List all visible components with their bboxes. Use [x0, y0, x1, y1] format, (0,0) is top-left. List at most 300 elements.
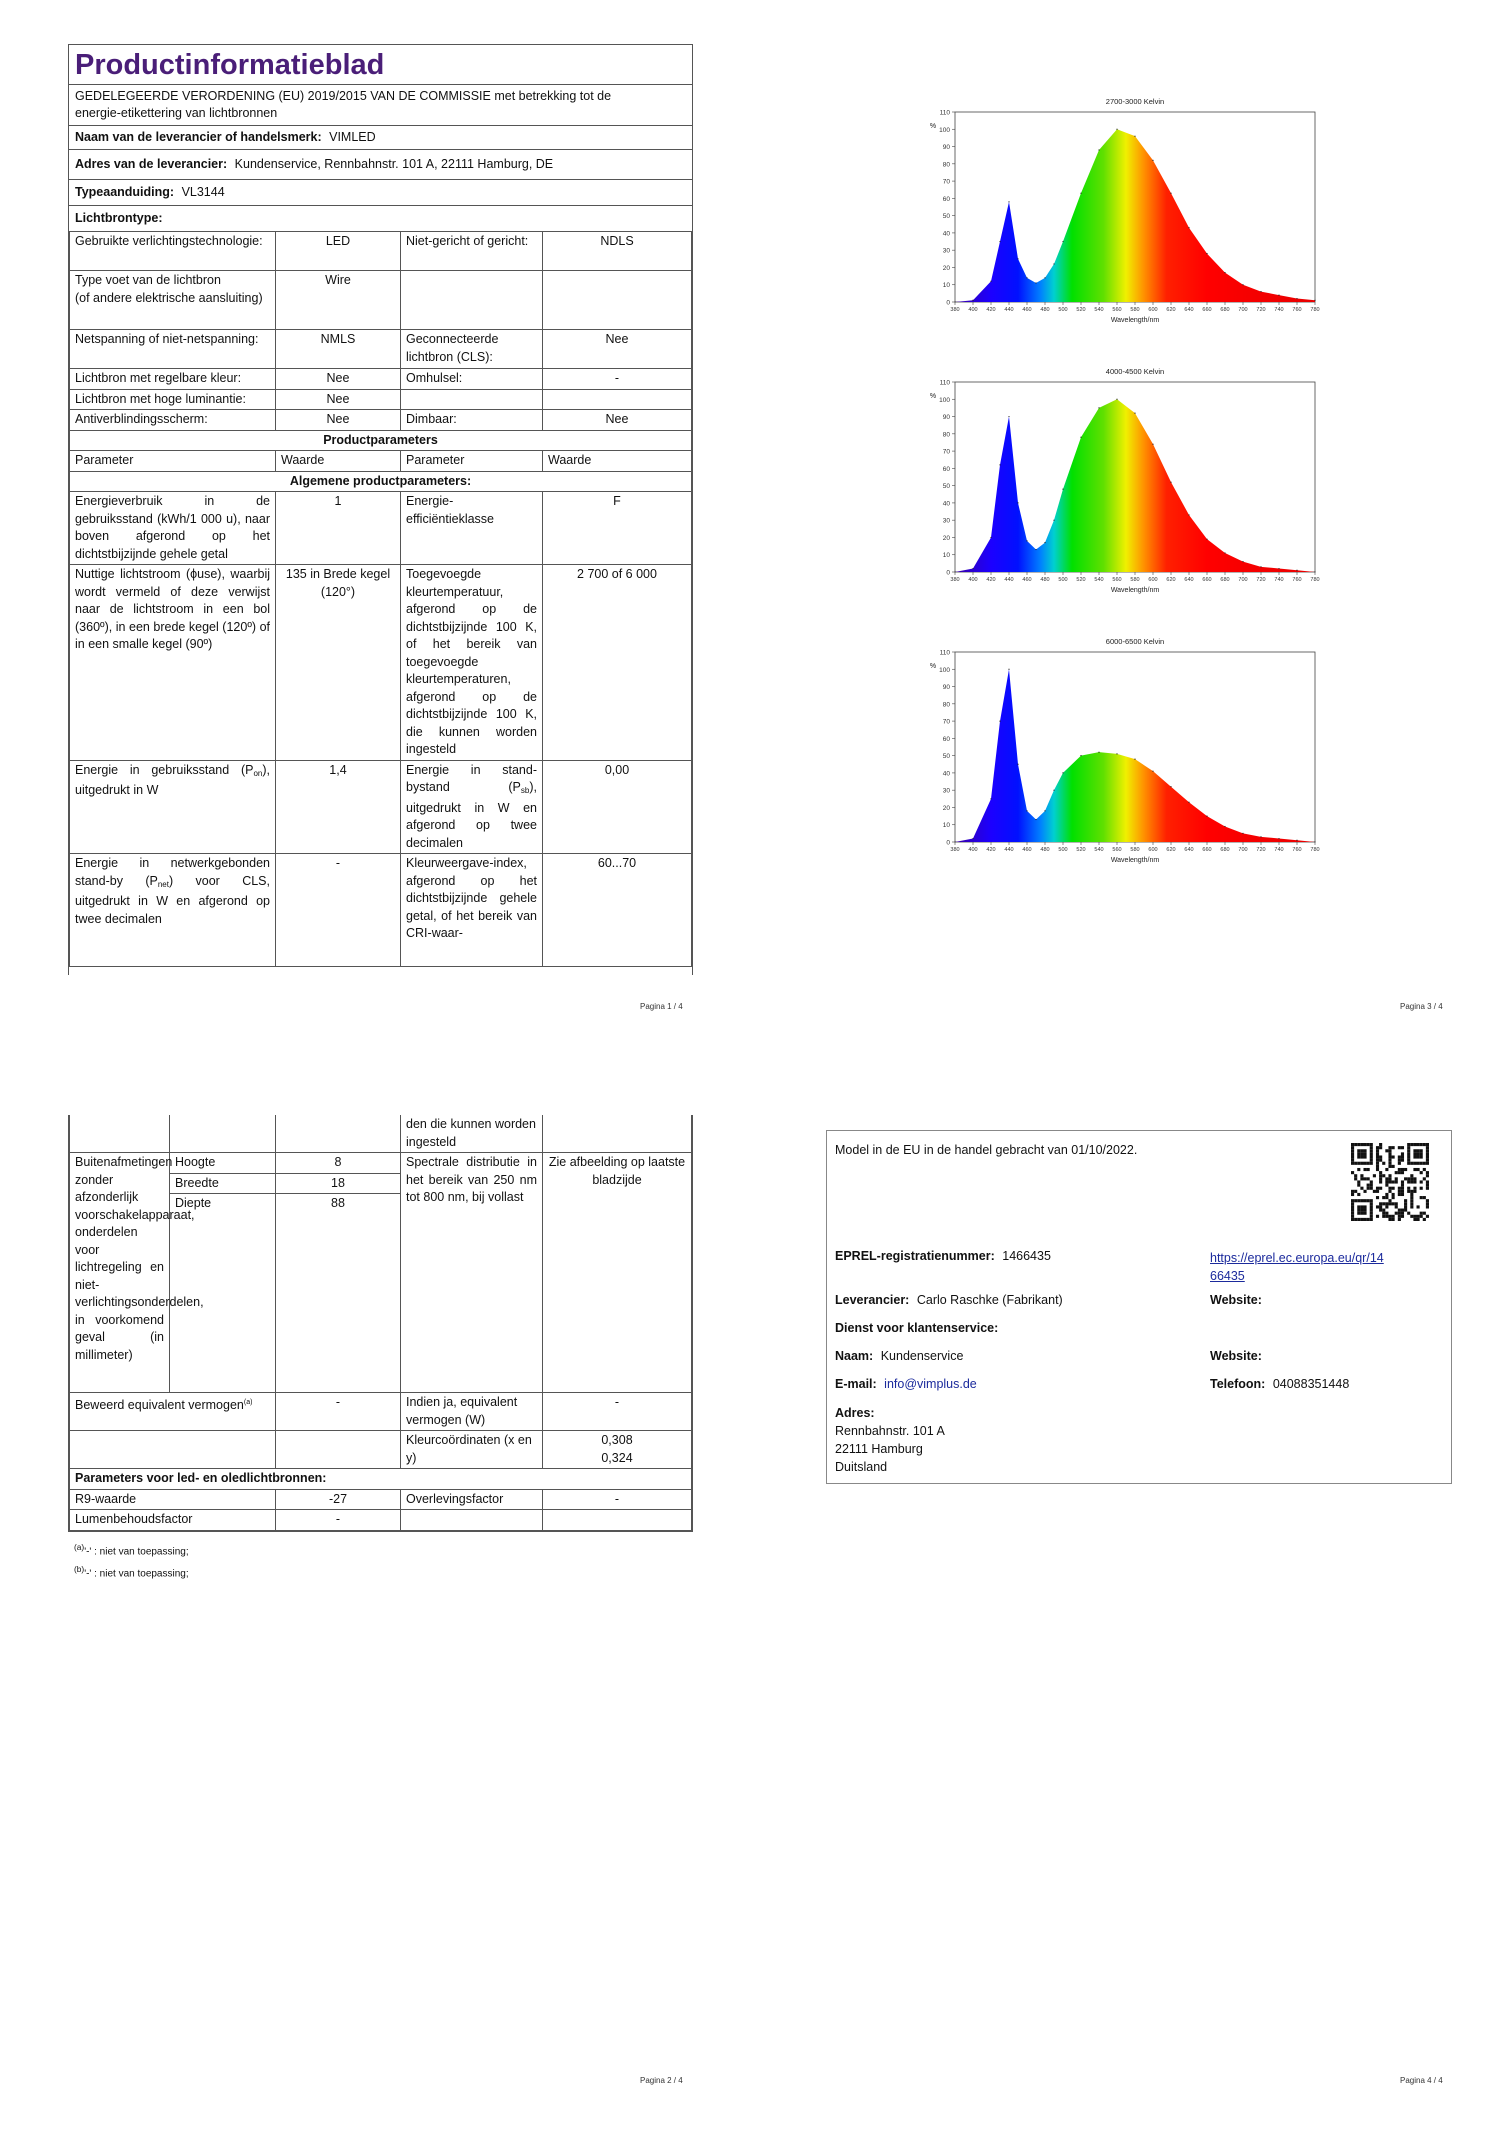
- data-point: [1098, 752, 1099, 753]
- data-point: [972, 568, 973, 569]
- address-line: Duitsland: [835, 1460, 888, 1474]
- y-tick-label: 70: [942, 178, 950, 186]
- data-point: [1260, 291, 1261, 292]
- table-cell: NDLS: [543, 232, 692, 271]
- website-label: Website:: [1210, 1293, 1262, 1307]
- footnote-marker: (b): [74, 1564, 85, 1574]
- name-row: [835, 1349, 963, 1363]
- table-row: [70, 471, 692, 492]
- data-point: [1098, 407, 1099, 408]
- table-cell: Nee: [276, 369, 401, 390]
- data-point: [1008, 201, 1009, 202]
- data-point: [1296, 840, 1297, 841]
- table-cell: F: [543, 492, 692, 565]
- spectrum-chart: [905, 362, 1345, 612]
- data-point: [1170, 193, 1171, 194]
- data-point: [1314, 300, 1315, 301]
- x-tick-label: 460: [1022, 307, 1032, 313]
- data-point: [1044, 810, 1045, 811]
- data-point: [1188, 802, 1189, 803]
- x-tick-label: 720: [1256, 307, 1266, 313]
- supplier-label: Naam van de leverancier of handelsmerk:: [75, 130, 322, 144]
- x-tick-label: 680: [1220, 577, 1230, 583]
- lightsource-type-heading: Lichtbrontype:: [69, 206, 692, 232]
- y-tick-label: 100: [939, 666, 950, 674]
- table-cell: Netspanning of niet-netspanning:: [70, 330, 276, 369]
- eprel-link-line: https://eprel.ec.europa.eu/qr/14: [1210, 1251, 1384, 1265]
- table-row: [70, 492, 692, 565]
- name-value: Kundenservice: [880, 1349, 964, 1363]
- y-tick-label: 60: [942, 195, 950, 203]
- y-tick-label: 40: [942, 500, 950, 508]
- x-tick-label: 400: [968, 847, 978, 853]
- data-point: [1035, 549, 1036, 550]
- x-tick-label: 580: [1130, 847, 1140, 853]
- footnote-a: [74, 1542, 189, 1557]
- table-cell: Kleurweergave-index, afgerond op het dichtstbijzijnde gehele getal, of het bereik van CRI-waar-: [401, 854, 543, 967]
- model-label: Typeaanduiding:: [75, 185, 175, 199]
- table-row: [70, 369, 692, 390]
- x-tick-label: 600: [1148, 577, 1158, 583]
- table-row: [70, 1393, 692, 1431]
- table-cell: 1,4: [276, 760, 401, 854]
- x-axis-label: Wavelength/nm: [1110, 857, 1160, 864]
- data-point: [1053, 263, 1054, 264]
- table-cell: [543, 389, 692, 410]
- table-cell: [543, 271, 692, 330]
- data-point: [1278, 838, 1279, 839]
- x-tick-label: 760: [1292, 577, 1302, 583]
- footnote-text: '-' : niet van toepassing;: [84, 1568, 189, 1580]
- data-point: [1206, 815, 1207, 816]
- table-row: [70, 1510, 692, 1531]
- cell-text: Energie in gebruiksstand (P: [75, 762, 254, 777]
- y-tick-label: 30: [942, 787, 950, 795]
- page-number: Pagina 2 / 4: [640, 2076, 683, 2085]
- table-cell: [276, 1431, 401, 1469]
- y-tick-label: 70: [942, 718, 950, 726]
- data-point: [1224, 272, 1225, 273]
- data-point: [990, 798, 991, 799]
- data-point: [1035, 819, 1036, 820]
- y-tick-label: 70: [942, 448, 950, 456]
- table-cell: 135 in Brede kegel (120°): [276, 565, 401, 761]
- y-tick-label: 30: [942, 517, 950, 525]
- table-header-row: [70, 451, 692, 472]
- x-tick-label: 740: [1274, 307, 1284, 313]
- footnote-marker: (a): [74, 1542, 85, 1552]
- x-tick-label: 420: [986, 847, 996, 853]
- data-point: [1062, 772, 1063, 773]
- data-point: [1008, 669, 1009, 670]
- table-cell: [70, 854, 276, 967]
- data-point: [1242, 561, 1243, 562]
- address-row: [69, 150, 692, 180]
- cell-text: ) voor CLS, uitgedrukt in W en afgerond op twee decimalen: [75, 873, 270, 926]
- table-cell: [276, 1115, 401, 1153]
- table-cell: -: [543, 369, 692, 390]
- data-point: [1224, 552, 1225, 553]
- y-tick-label: 110: [939, 649, 950, 657]
- y-tick-label: 90: [942, 684, 950, 692]
- eprel-link[interactable]: [1210, 1249, 1384, 1285]
- table-cell: Nee: [543, 330, 692, 369]
- x-tick-label: 640: [1184, 847, 1194, 853]
- x-tick-label: 620: [1166, 307, 1176, 313]
- table-cell: [170, 1115, 276, 1153]
- data-point: [1116, 129, 1117, 130]
- data-point: [1116, 399, 1117, 400]
- spectral-label: Spectrale distributie in het bereik van 250 nm tot 800 nm, bij vollast: [401, 1153, 543, 1393]
- data-point: [1080, 193, 1081, 194]
- address-block: [835, 1404, 945, 1476]
- x-tick-label: 580: [1130, 577, 1140, 583]
- table-row: [70, 1153, 692, 1174]
- x-tick-label: 500: [1058, 307, 1068, 313]
- led-params-heading: Parameters voor led- en oledlichtbronnen:: [70, 1469, 692, 1490]
- lumen-value: -: [276, 1510, 401, 1531]
- x-tick-label: 540: [1094, 577, 1104, 583]
- x-tick-label: 440: [1004, 307, 1014, 313]
- subscript: net: [157, 879, 169, 889]
- data-point: [1017, 502, 1018, 503]
- equiv-power-value: -: [543, 1393, 692, 1431]
- data-point: [1035, 282, 1036, 283]
- table-cell: Nee: [543, 410, 692, 431]
- eprel-label: EPREL-registratienummer:: [835, 1249, 995, 1263]
- data-point: [1260, 566, 1261, 567]
- y-tick-label: 20: [942, 534, 950, 542]
- x-tick-label: 400: [968, 307, 978, 313]
- y-tick-label: 40: [942, 230, 950, 238]
- eprel-value: 1466435: [1002, 1249, 1051, 1263]
- y-tick-label: 100: [939, 396, 950, 404]
- dim-value: 18: [276, 1173, 401, 1194]
- x-tick-label: 460: [1022, 847, 1032, 853]
- survival-label: Overlevingsfactor: [401, 1489, 543, 1510]
- claimed-power-label: [70, 1393, 276, 1431]
- eprel-row: [835, 1249, 1051, 1263]
- y-tick-label: 110: [939, 109, 950, 117]
- document-title: Productinformatieblad: [69, 45, 692, 85]
- data-point: [999, 464, 1000, 465]
- r9-label: R9-waarde: [70, 1489, 276, 1510]
- table-cell: Lichtbron met regelbare kleur:: [70, 369, 276, 390]
- x-tick-label: 580: [1130, 307, 1140, 313]
- y-tick-label: 0: [946, 839, 950, 847]
- data-point: [990, 537, 991, 538]
- table-cell: [543, 1115, 692, 1153]
- y-tick-label: 40: [942, 770, 950, 778]
- cell-text: Energie in netwerkgebonden stand-by (P: [75, 856, 270, 888]
- color-coords-label: Kleurcoördinaten (x en y): [401, 1431, 543, 1469]
- table-row: [70, 389, 692, 410]
- y-tick-label: 50: [942, 483, 950, 491]
- email-link[interactable]: info@vimplus.de: [884, 1377, 977, 1391]
- dimensions-table: [69, 1115, 692, 1531]
- table-row: [70, 430, 692, 451]
- website-label: Website:: [1210, 1349, 1262, 1363]
- x-tick-label: 780: [1310, 577, 1320, 583]
- dim-label: Breedte: [170, 1173, 276, 1194]
- y-tick-label: 10: [942, 822, 950, 830]
- data-point: [1098, 149, 1099, 150]
- x-tick-label: 640: [1184, 307, 1194, 313]
- x-tick-label: 680: [1220, 847, 1230, 853]
- page1-sheet: [68, 44, 693, 975]
- x-tick-label: 780: [1310, 847, 1320, 853]
- phone-row: [1210, 1377, 1349, 1391]
- supplier-label: Leverancier:: [835, 1293, 910, 1307]
- cell-text: ), uitgedrukt in W: [75, 762, 270, 797]
- data-point: [1242, 833, 1243, 834]
- y-tick-label: 20: [942, 804, 950, 812]
- x-tick-label: 760: [1292, 847, 1302, 853]
- x-tick-label: 760: [1292, 307, 1302, 313]
- model-row: [69, 180, 692, 206]
- x-axis-label: Wavelength/nm: [1110, 317, 1160, 324]
- column-header: Waarde: [276, 451, 401, 472]
- footnote-text: '-' : niet van toepassing;: [84, 1546, 189, 1558]
- x-axis-label: Wavelength/nm: [1110, 587, 1160, 594]
- y-tick-label: 90: [942, 144, 950, 152]
- table-cell: [70, 1431, 276, 1469]
- x-tick-label: 460: [1022, 577, 1032, 583]
- model-value: VL3144: [181, 185, 225, 199]
- name-label: Naam:: [835, 1349, 874, 1363]
- supplier-row: [69, 126, 692, 150]
- y-axis-label: %: [929, 123, 937, 130]
- x-tick-label: 380: [950, 847, 960, 853]
- table-cell: 1: [276, 492, 401, 565]
- page-number: Pagina 3 / 4: [1400, 1002, 1443, 1011]
- table-cell: 60...70: [543, 854, 692, 967]
- x-tick-label: 440: [1004, 577, 1014, 583]
- spectrum-chart: [905, 92, 1345, 342]
- subscript: on: [253, 768, 263, 778]
- qr-code-image: [1351, 1143, 1429, 1221]
- data-point: [1242, 284, 1243, 285]
- x-tick-label: 480: [1040, 307, 1050, 313]
- table-row: [70, 1431, 692, 1469]
- y-tick-label: 50: [942, 213, 950, 221]
- table-cell: [543, 1510, 692, 1531]
- table-row: [70, 330, 692, 369]
- color-coords-value: [543, 1431, 692, 1469]
- y-tick-label: 90: [942, 414, 950, 422]
- y-tick-label: 30: [942, 247, 950, 255]
- y-tick-label: 80: [942, 431, 950, 439]
- y-tick-label: 100: [939, 126, 950, 134]
- x-tick-label: 700: [1238, 307, 1248, 313]
- address-line: Rennbahnstr. 101 A: [835, 1424, 945, 1438]
- table-cell: [401, 1510, 543, 1531]
- x-tick-label: 660: [1202, 847, 1212, 853]
- data-point: [1017, 258, 1018, 259]
- claimed-power-value: -: [276, 1393, 401, 1431]
- supplier-value: Carlo Raschke (Fabrikant): [916, 1293, 1063, 1307]
- email-row: [835, 1377, 977, 1391]
- data-point: [1062, 488, 1063, 489]
- x-tick-label: 540: [1094, 847, 1104, 853]
- y-tick-label: 60: [942, 735, 950, 743]
- page2-sheet: [68, 1115, 693, 1532]
- data-point: [1260, 836, 1261, 837]
- table-cell: Energie-efficiëntieklasse: [401, 492, 543, 565]
- x-tick-label: 700: [1238, 847, 1248, 853]
- table-cell: -: [276, 854, 401, 967]
- survival-value: -: [543, 1489, 692, 1510]
- x-tick-label: 380: [950, 307, 960, 313]
- x-tick-label: 540: [1094, 307, 1104, 313]
- table-cell: NMLS: [276, 330, 401, 369]
- data-point: [1134, 136, 1135, 137]
- table-cell: Dimbaar:: [401, 410, 543, 431]
- x-tick-label: 740: [1274, 577, 1284, 583]
- x-tick-label: 520: [1076, 847, 1086, 853]
- table-row: [70, 1115, 692, 1153]
- x-tick-label: 560: [1112, 307, 1122, 313]
- lumen-label: Lumenbehoudsfactor: [70, 1510, 276, 1531]
- data-point: [1170, 482, 1171, 483]
- data-point: [1017, 764, 1018, 765]
- spectral-value: Zie afbeelding op laatste bladzijde: [543, 1153, 692, 1393]
- x-tick-label: 500: [1058, 847, 1068, 853]
- superscript: (a): [243, 1399, 253, 1406]
- y-tick-label: 80: [942, 701, 950, 709]
- general-params-heading: Algemene productparameters:: [70, 471, 692, 492]
- dim-value: 8: [276, 1153, 401, 1174]
- data-point: [1296, 298, 1297, 299]
- table-cell: [401, 271, 543, 330]
- table-row: [70, 271, 692, 330]
- table-cell: Type voet van de lichtbron (of andere elektrische aansluiting): [70, 271, 276, 330]
- y-tick-label: 10: [942, 282, 950, 290]
- x-tick-label: 480: [1040, 847, 1050, 853]
- x-tick-label: 400: [968, 577, 978, 583]
- phone-label: Telefoon:: [1210, 1377, 1266, 1391]
- table-cell: Niet-gericht of gericht:: [401, 232, 543, 271]
- address-label: Adres:: [835, 1406, 875, 1420]
- y-axis-label: %: [929, 393, 937, 400]
- data-point: [1008, 416, 1009, 417]
- x-tick-label: 420: [986, 577, 996, 583]
- dimensions-label: Buitenafmetingen zonder afzonderlijk voorschakelapparaat, onderdelen voor lichtregeling en niet-verlichtingsonderdelen, in voorkomend geval (in millimeter): [70, 1153, 170, 1393]
- data-point: [1206, 253, 1207, 254]
- data-point: [990, 281, 991, 282]
- table-row: [70, 232, 692, 271]
- table-cell: Nee: [276, 389, 401, 410]
- dim-label: Diepte: [170, 1194, 276, 1393]
- y-tick-label: 0: [946, 299, 950, 307]
- cell-text: ), uitgedrukt in W en afgerond op twee decimalen: [406, 780, 537, 850]
- data-point: [1296, 570, 1297, 571]
- y-tick-label: 80: [942, 161, 950, 169]
- x-tick-label: 620: [1166, 577, 1176, 583]
- page-number: Pagina 1 / 4: [640, 1002, 683, 1011]
- x-tick-label: 420: [986, 307, 996, 313]
- data-point: [1224, 826, 1225, 827]
- table-cell: Energieverbruik in de gebruiksstand (kWh/1 000 u), naar boven afgerond op het dichtstbijzijnde gehele getal: [70, 492, 276, 565]
- y-tick-label: 60: [942, 465, 950, 473]
- x-tick-label: 560: [1112, 577, 1122, 583]
- data-point: [1206, 539, 1207, 540]
- table-cell: Wire: [276, 271, 401, 330]
- supplier-value: VIMLED: [329, 130, 376, 144]
- product-params-heading: Productparameters: [70, 430, 692, 451]
- regulation-text: GEDELEGEERDE VERORDENING (EU) 2019/2015 VAN DE COMMISSIE met betrekking tot de energie-etikettering van lichtbronnen: [69, 85, 692, 126]
- y-tick-label: 10: [942, 552, 950, 560]
- placed-on-market: Model in de EU in de handel gebracht van 01/10/2022.: [835, 1143, 1138, 1157]
- data-point: [1134, 412, 1135, 413]
- data-point: [972, 838, 973, 839]
- qr-code[interactable]: [1351, 1143, 1429, 1224]
- column-header: Parameter: [401, 451, 543, 472]
- table-row: [70, 565, 692, 761]
- table-row: [70, 1469, 692, 1490]
- x-tick-label: 380: [950, 577, 960, 583]
- data-point: [1278, 294, 1279, 295]
- data-point: [1053, 520, 1054, 521]
- table-cell: den die kunnen worden ingesteld: [401, 1115, 543, 1153]
- equiv-power-label: Indien ja, equivalent vermogen (W): [401, 1393, 543, 1431]
- x-tick-label: 740: [1274, 847, 1284, 853]
- x-tick-label: 660: [1202, 577, 1212, 583]
- email-label: E-mail:: [835, 1377, 877, 1391]
- chart-title: 2700-3000 Kelvin: [1105, 97, 1165, 106]
- x-tick-label: 640: [1184, 577, 1194, 583]
- x-tick-label: 700: [1238, 577, 1248, 583]
- data-point: [1152, 771, 1153, 772]
- service-heading: Dienst voor klantenservice:: [835, 1321, 999, 1335]
- dim-value: 88: [276, 1194, 401, 1393]
- data-point: [1026, 277, 1027, 278]
- table-cell: Toegevoegde kleurtemperatuur, afgerond op de dichtstbijzijnde 100 K, of het bereik van toegevoegde kleurtemperaturen, afgerond op de dichtstbijzijnde 100 K, die kunnen worden ingesteld: [401, 565, 543, 761]
- table-cell: Antiverblindingsscherm:: [70, 410, 276, 431]
- data-point: [1152, 160, 1153, 161]
- data-point: [1116, 753, 1117, 754]
- eprel-card: [826, 1130, 1452, 1484]
- data-point: [1170, 786, 1171, 787]
- table-cell: Geconnecteerde lichtbron (CLS):: [401, 330, 543, 369]
- address-value: Kundenservice, Rennbahnstr. 101 A, 22111 Hamburg, DE: [234, 157, 554, 171]
- data-point: [972, 300, 973, 301]
- footnote-b: [74, 1564, 189, 1579]
- table-cell: Omhulsel:: [401, 369, 543, 390]
- y-tick-label: 20: [942, 264, 950, 272]
- x-tick-label: 480: [1040, 577, 1050, 583]
- x-tick-label: 660: [1202, 307, 1212, 313]
- data-point: [1152, 444, 1153, 445]
- cell-text: Beweerd equivalent vermogen: [75, 1398, 244, 1413]
- data-point: [999, 241, 1000, 242]
- table-cell: Lichtbron met hoge luminantie:: [70, 389, 276, 410]
- table-row: [70, 410, 692, 431]
- x-tick-label: 600: [1148, 307, 1158, 313]
- x-tick-label: 600: [1148, 847, 1158, 853]
- phone-value: 04088351448: [1272, 1377, 1350, 1391]
- x-tick-label: 500: [1058, 577, 1068, 583]
- x-tick-label: 520: [1076, 577, 1086, 583]
- column-header: Parameter: [70, 451, 276, 472]
- lightsource-table: [69, 231, 692, 967]
- y-axis-label: %: [929, 663, 937, 670]
- x-tick-label: 520: [1076, 307, 1086, 313]
- x-tick-label: 720: [1256, 577, 1266, 583]
- table-cell: Nuttige lichtstroom (ϕuse), waarbij wordt vermeld of deze verwijst naar de lichtstroom in een bol (360º), in een brede kegel (120º) of in een smalle kegel (90º): [70, 565, 276, 761]
- data-point: [1044, 542, 1045, 543]
- data-point: [1080, 437, 1081, 438]
